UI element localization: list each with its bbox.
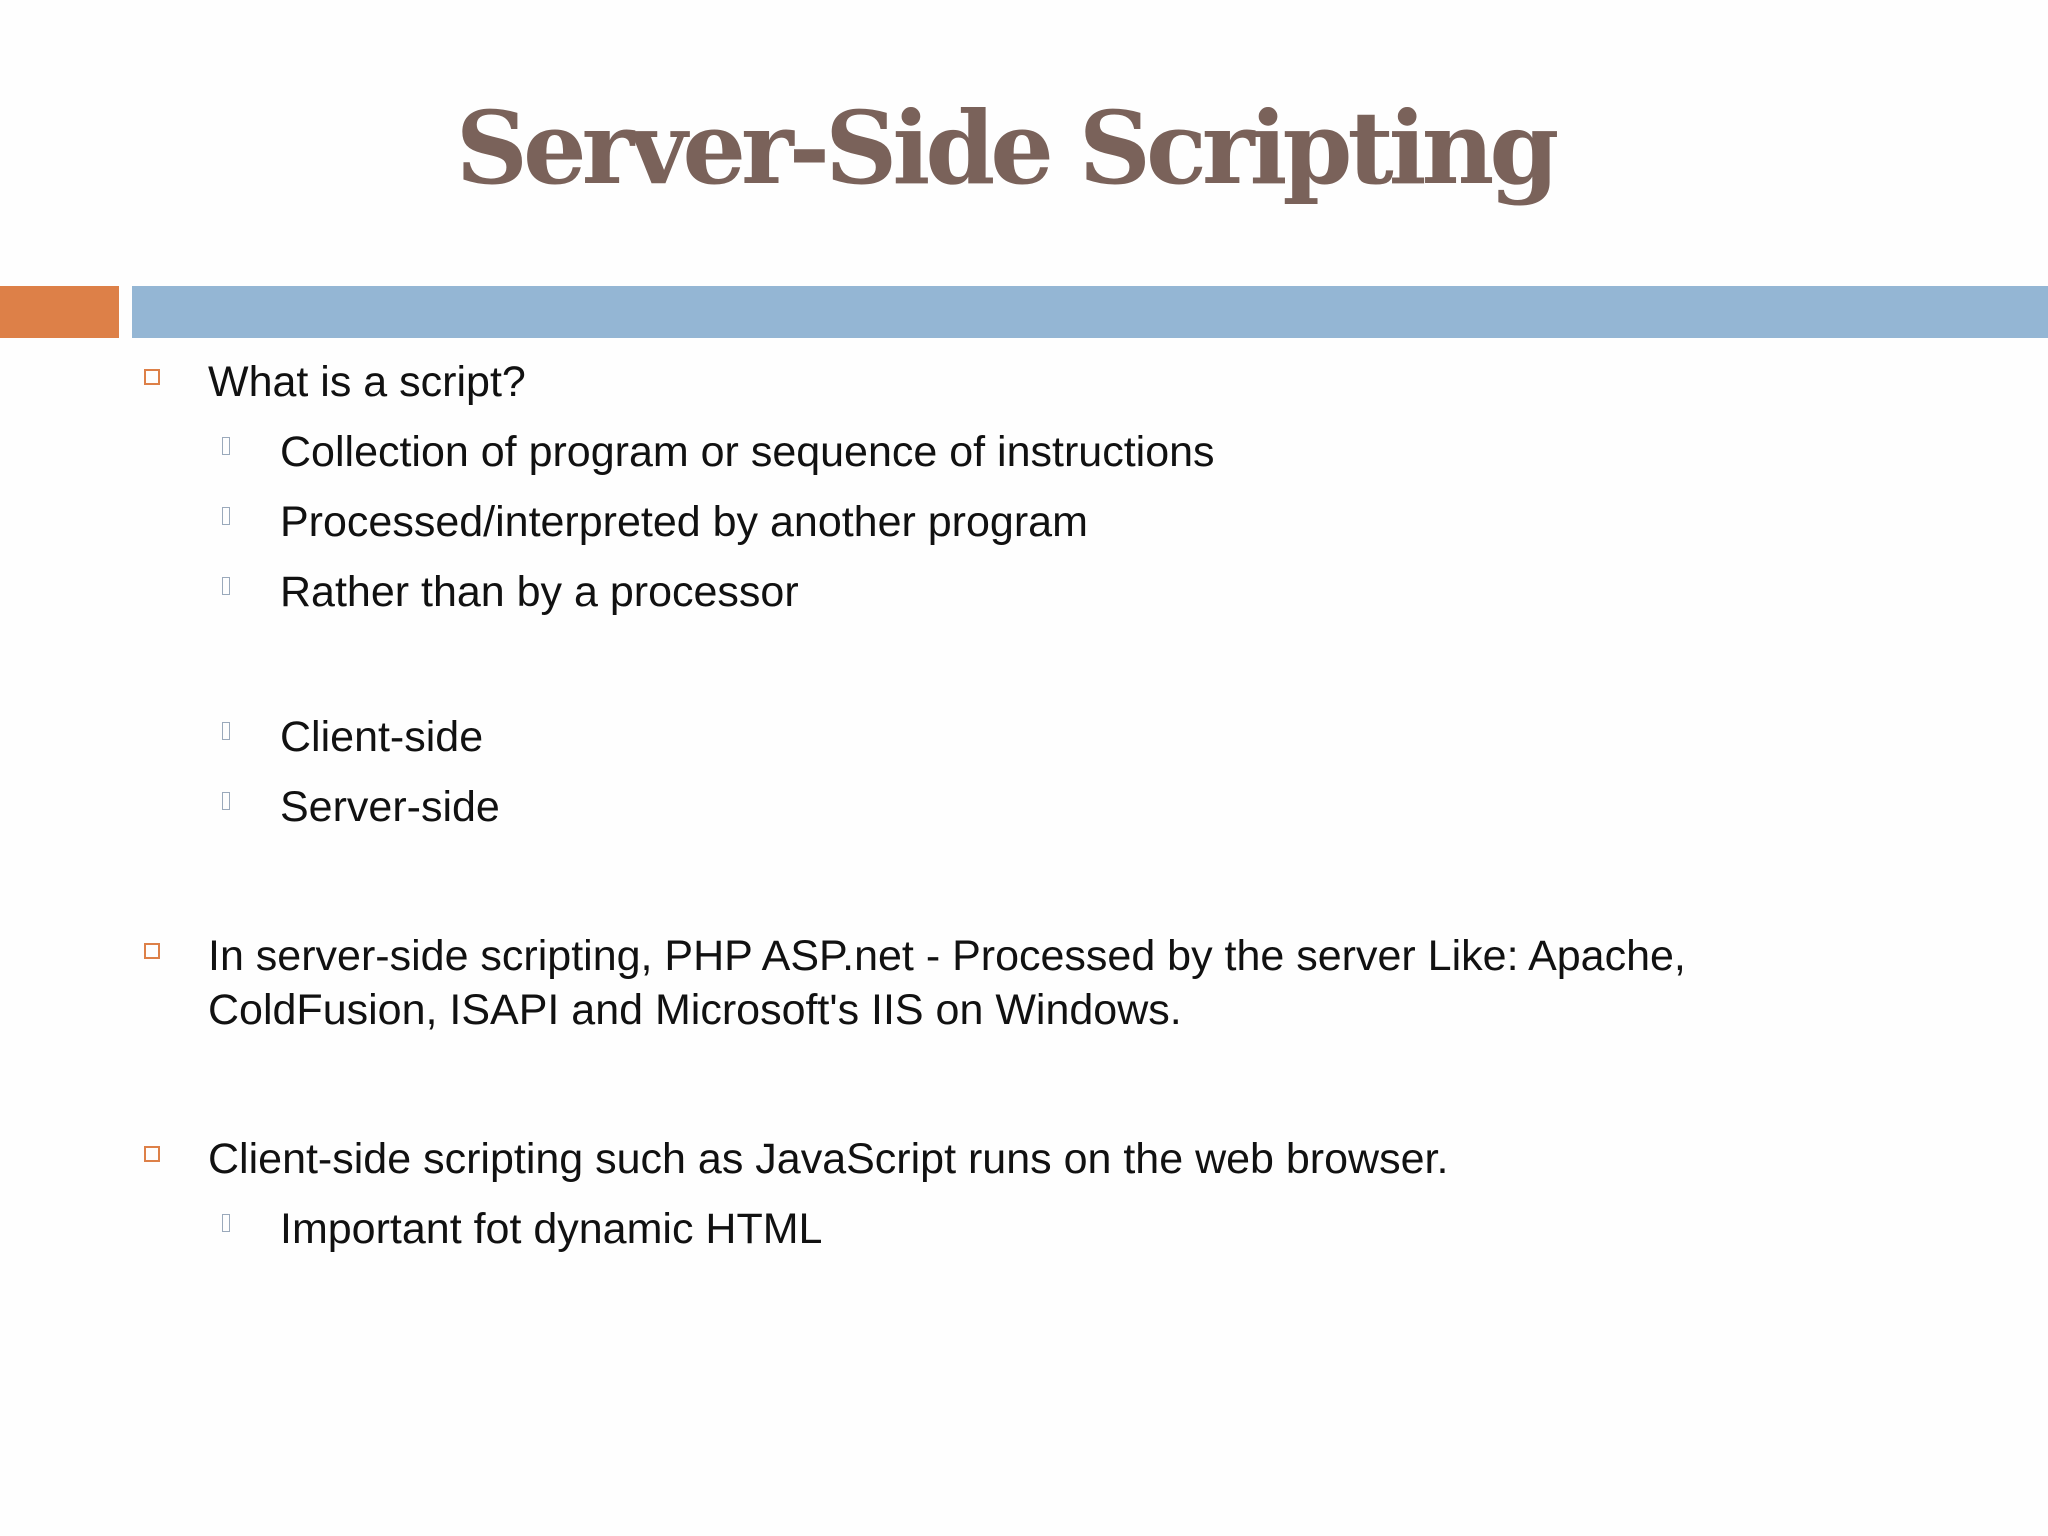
bullet-text: Client-side scripting such as JavaScript runs on the web browser. (208, 1135, 1449, 1183)
bullet-text: In server-side scripting, PHP ASP.net - Processed by the server Like: Apache, ColdFusion, ISAPI and Microsoft's IIS on Windows. (208, 932, 1686, 1034)
sub-bullet-text: Rather than by a processor (280, 568, 799, 616)
sub-bullet-icon (222, 1214, 230, 1232)
sub-bullet-item (280, 1202, 1780, 1256)
sub-bullet-icon (222, 792, 230, 810)
sub-bullet-text: Collection of program or sequence of instructions (280, 428, 1215, 476)
square-bullet-icon (144, 1146, 160, 1162)
sub-bullet-item (280, 495, 1780, 549)
sub-bullet-text: Server-side (280, 783, 500, 831)
square-bullet-icon (144, 943, 160, 959)
sub-bullet-text: Processed/interpreted by another program (280, 498, 1088, 546)
sub-bullet-icon (222, 577, 230, 595)
bullet-item (208, 355, 1848, 409)
bullet-item (208, 1132, 1848, 1186)
bullet-text: What is a script? (208, 358, 526, 406)
sub-bullet-text: Important fot dynamic HTML (280, 1205, 823, 1253)
title-divider-bar (132, 286, 2048, 338)
sub-bullet-icon (222, 722, 230, 740)
sub-bullet-item (280, 565, 1780, 619)
square-bullet-icon (144, 369, 160, 385)
sub-bullet-item (280, 425, 1780, 479)
bullet-item (208, 929, 1848, 1037)
slide-title: Server-Side Scripting (455, 89, 1555, 207)
sub-bullet-item (280, 780, 1780, 834)
sub-bullet-icon (222, 437, 230, 455)
sub-bullet-text: Client-side (280, 713, 484, 761)
sub-bullet-item (280, 710, 1780, 764)
sub-bullet-icon (222, 507, 230, 525)
accent-bar (0, 286, 119, 338)
